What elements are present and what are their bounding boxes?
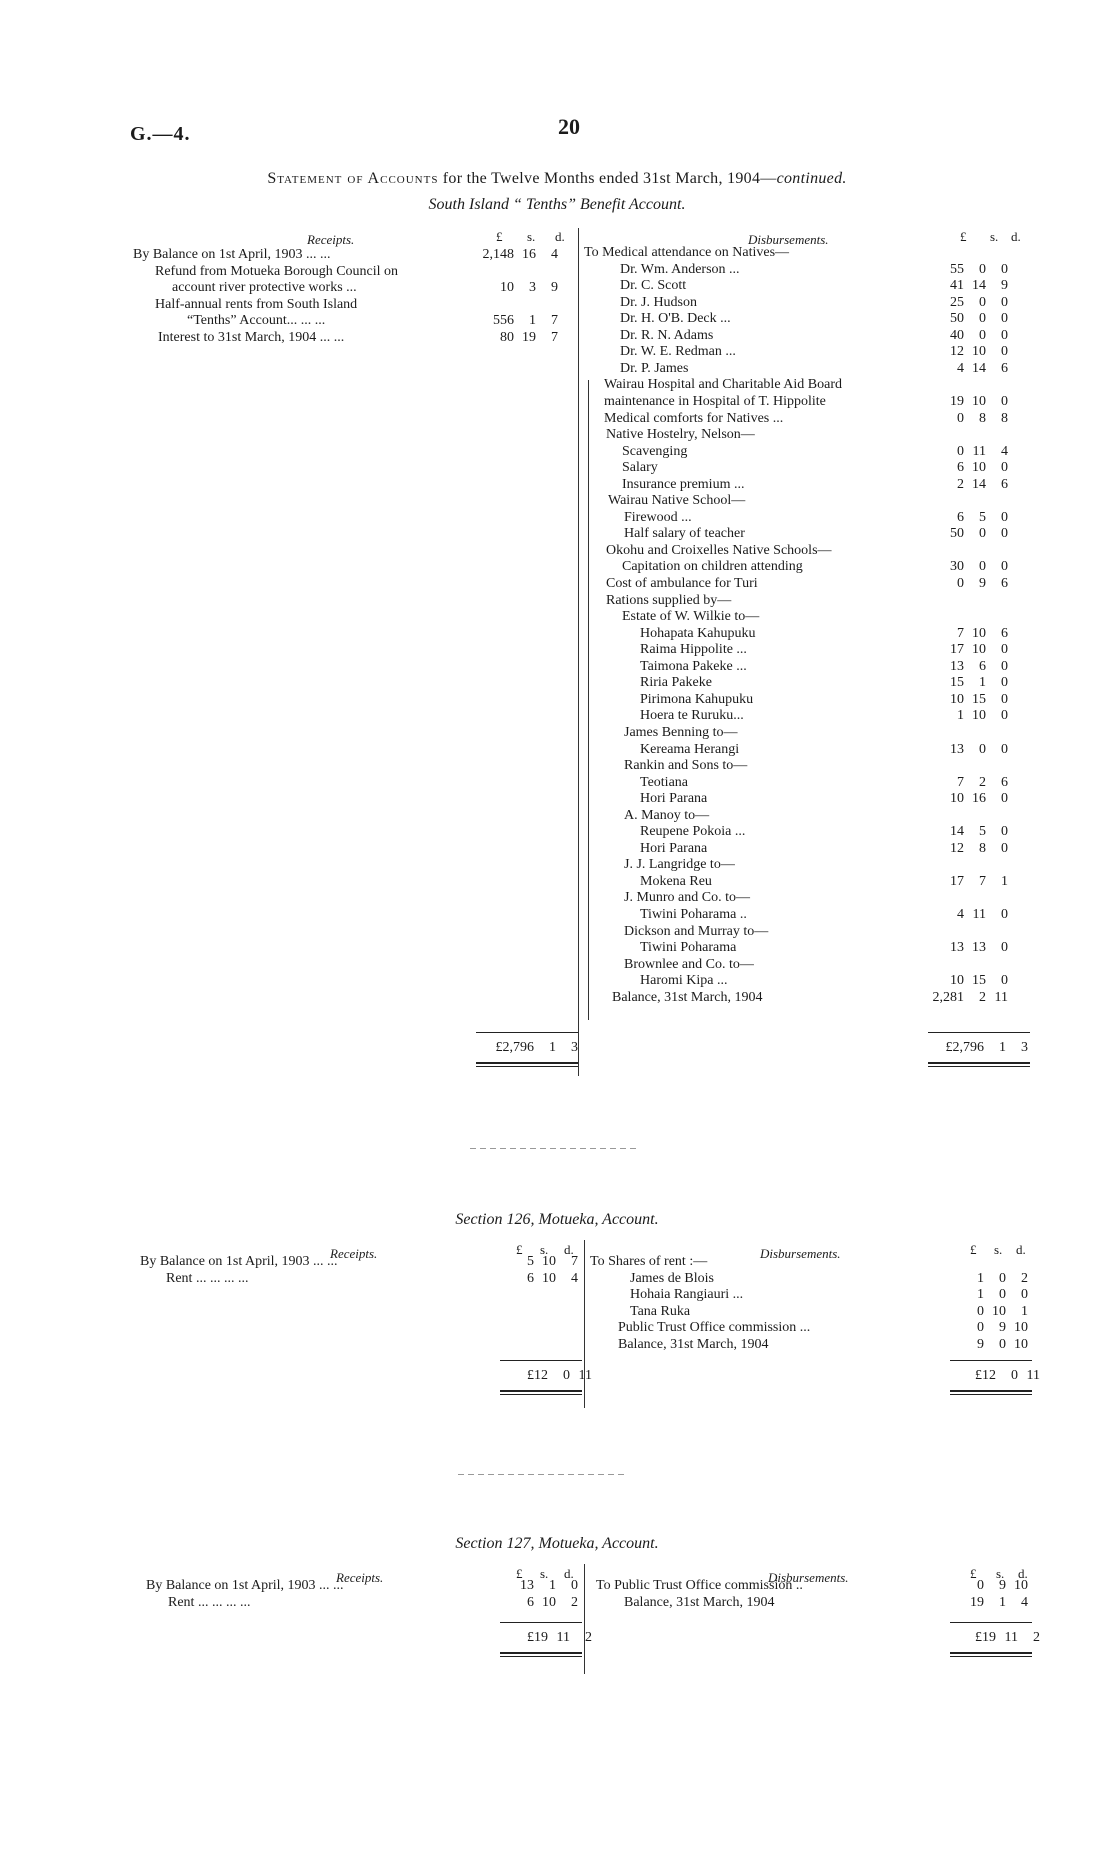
receipt-amount: 13 1 0 [520,1578,578,1593]
double-rule [928,1062,1030,1064]
disbursement-item: Firewood ... [624,509,692,525]
disbursement-item: Dr. P. James [620,360,689,376]
receipt-line: Half-annual rents from South Island [155,296,358,312]
disbursement-amount: 40 0 0 [950,327,1008,343]
disbursement-amount: 12 10 0 [950,344,1008,360]
disbursement-item: Cost of ambulance for Turi [606,576,758,591]
receipt-line: By Balance on 1st April, 1903 ... ... [140,1254,338,1269]
disbursement-item: Dr. Wm. Anderson ... [620,261,740,277]
section-separator [470,1148,640,1149]
shilling-header: s. [527,229,536,244]
disbursement-amount: 17 10 0 [950,642,1008,658]
receipt-line: By Balance on 1st April, 1903 ... ... [133,247,331,262]
disbursement-item: Scavenging [622,443,688,459]
disbursement-amount: 0 9 10 [977,1320,1028,1336]
disbursement-item: Balance, 31st March, 1904 [624,1595,775,1610]
disbursements-header: Disbursements. [768,1570,849,1585]
shilling-header: s. [996,1566,1005,1581]
disbursement-amount: 1 0 2 [977,1270,1028,1286]
section-126-title-text: Section 126, Motueka, Account. [455,1211,659,1228]
tenths-receipts-total: £2,796 1 3 [495,1040,578,1055]
double-rule [500,1394,582,1395]
disbursement-heading: To Shares of rent :— [590,1254,708,1269]
receipt-amount: 10 3 9 [500,280,558,295]
pence-header: d. [1018,1566,1028,1581]
receipt-amount: 556 1 7 [493,313,558,328]
pound-header: £ [516,1566,523,1581]
tenths-disbursements-total: £2,796 1 3 [945,1040,1028,1055]
disbursement-amount: 50 0 0 [950,311,1008,327]
pound-header: £ [960,229,967,244]
sum-rule [950,1360,1032,1361]
double-rule [476,1062,578,1064]
disbursement-amount: 4 11 0 [957,907,1008,922]
disbursement-amount: 7 10 6 [957,625,1008,641]
disbursement-amount: 6 10 0 [957,460,1008,476]
disbursement-item: Dr. W. E. Redman ... [620,344,736,360]
disbursement-amount: 10 15 0 [950,691,1008,707]
pence-header: d. [564,1566,574,1581]
disbursement-amount: 0 10 1 [977,1303,1028,1319]
title-rest: for the Twelve Months ended 31st March, 1904— [442,170,777,187]
disbursement-heading: J. J. Langridge to— [624,857,735,873]
page-number: 20 [558,114,580,139]
disbursement-item: Balance, 31st March, 1904 [618,1337,769,1352]
disbursement-item: Hohaia Rangiauri ... [630,1287,744,1303]
disbursement-item: Teotiana [640,774,688,790]
pence-header: d. [555,229,565,244]
disbursement-amount: 19 10 0 [950,393,1008,409]
receipt-amount: 2,148 16 4 [482,247,558,262]
disbursement-amount: 19 1 4 [970,1595,1028,1610]
disbursement-item: Raima Hippolite ... [640,642,747,658]
double-rule [950,1656,1032,1657]
sum-rule [928,1032,1030,1033]
double-rule [500,1652,582,1654]
section-126-disbursements-total: £12 0 11 [975,1368,1040,1383]
disbursement-amount: 15 1 0 [950,675,1008,691]
pound-header: £ [970,1566,977,1581]
receipt-amount: 5 10 7 [527,1254,578,1269]
section-separator [458,1474,628,1475]
disbursement-item: Capitation on children attending [622,559,803,575]
disbursement-item: Taimona Pakeke ... [640,658,747,674]
disbursement-amount: 30 0 0 [950,559,1008,575]
disbursement-heading: Estate of W. Wilkie to— [622,609,760,625]
disbursement-amount: 13 13 0 [950,940,1008,956]
disbursement-amount: 7 2 6 [957,774,1008,790]
disbursement-amount: 41 14 9 [950,278,1008,294]
disbursement-amount: 1 0 0 [977,1287,1028,1303]
disbursement-item: Kereama Herangi [640,741,740,757]
disbursement-heading: Rankin and Sons to— [624,758,748,774]
disbursement-heading: Okohu and Croixelles Native Schools— [606,542,832,558]
double-rule [500,1656,582,1657]
sum-rule [500,1622,582,1623]
disbursement-heading: Native Hostelry, Nelson— [606,427,755,443]
receipt-line: account river protective works ... [172,280,357,295]
statement-title [0,171,1114,188]
disbursement-item: To Public Trust Office commission .. [596,1578,803,1593]
disbursement-heading: Rations supplied by— [606,592,732,608]
receipt-line: Refund from Motueka Borough Council on [155,263,399,279]
disbursement-item: Salary [622,460,658,476]
tenths-account-title [0,197,1114,214]
disbursement-item: Dr. H. O'B. Deck ... [620,311,731,327]
section-126-receipts-total: £12 0 11 [527,1368,592,1383]
sum-rule [950,1622,1032,1623]
receipt-line: Interest to 31st March, 1904 ... ... [158,329,345,345]
pound-header: £ [496,229,503,244]
shilling-header: s. [994,1242,1003,1257]
double-rule [950,1394,1032,1395]
disbursement-amount: 2 14 6 [957,476,1008,492]
disbursement-heading: J. Munro and Co. to— [624,890,750,906]
disbursement-amount: 13 0 0 [950,741,1008,757]
section-127-disbursements-total: £19 11 2 [975,1630,1040,1645]
disbursement-amount: 9 0 10 [977,1337,1028,1352]
pence-header: d. [1016,1242,1026,1257]
disbursement-amount: 0 9 6 [957,576,1008,591]
disbursement-amount: 17 7 1 [950,873,1008,889]
disbursement-item: maintenance in Hospital of T. Hippolite [604,393,826,409]
column-divider [588,380,589,1020]
receipts-header: Receipts. [307,232,355,247]
shilling-header: s. [540,1242,549,1257]
disbursement-amount: 25 0 0 [950,294,1008,310]
disbursement-heading: Wairau Native School— [608,493,746,509]
column-divider [584,1564,585,1674]
section-126-title [0,1212,1114,1229]
disbursement-item: Balance, 31st March, 1904 [612,989,763,1005]
title-continued: continued. [776,170,847,187]
disbursement-item: Mokena Reu [640,873,712,889]
receipt-line: By Balance on 1st April, 1903 ... ... [146,1578,344,1593]
disbursement-amount: 1 10 0 [957,708,1008,724]
disbursement-item: Reupene Pokoia ... [640,824,746,840]
disbursement-item: Tiwini Poharama [640,940,737,956]
pence-header: d. [1011,229,1021,244]
double-rule [500,1390,582,1392]
disbursement-item: Riria Pakeke [640,675,712,691]
disbursement-amount: 0 9 10 [977,1578,1028,1593]
double-rule [928,1066,1030,1067]
disbursement-amount: 10 15 0 [950,973,1008,989]
receipt-amount: 6 10 2 [527,1595,578,1610]
disbursement-item: Insurance premium ... [622,476,745,492]
disbursement-item: Tana Ruka [630,1303,691,1319]
shilling-header: s. [540,1566,549,1581]
disbursement-item: Dr. J. Hudson [620,294,698,310]
receipt-line: Rent ... ... ... ... [166,1271,249,1286]
double-rule [476,1066,578,1067]
title-prefix: Statement of Accounts [267,170,439,187]
disbursement-amount: 50 0 0 [950,526,1008,542]
disbursement-heading: Wairau Hospital and Charitable Aid Board [604,377,842,393]
disbursement-item: Dr. C. Scott [620,278,687,294]
disbursement-amount: 2,281 2 11 [932,989,1008,1005]
disbursements-header: Disbursements. [748,232,829,247]
tenths-account-subtitle: South Island “ Tenths” Benefit Account. [428,196,686,213]
disbursements-header: Disbursements. [760,1246,841,1261]
disbursement-item: Pirimona Kahupuku [640,691,754,707]
disbursement-amount: 10 16 0 [950,791,1008,807]
disbursement-heading: To Medical attendance on Natives— [584,245,790,260]
column-divider [578,228,579,1076]
disbursement-amount: 0 11 4 [957,443,1008,459]
receipt-line: “Tenths” Account... ... ... [187,313,326,328]
receipts-header: Receipts. [330,1246,378,1261]
double-rule [950,1652,1032,1654]
disbursement-item: Haromi Kipa ... [640,973,728,989]
section-127-title [0,1536,1114,1553]
disbursement-heading: A. Manoy to— [624,807,710,823]
pound-header: £ [970,1242,977,1257]
disbursement-amount: 12 8 0 [950,840,1008,856]
disbursement-amount: 4 14 6 [957,360,1008,376]
disbursement-item: Hori Parana [640,791,708,807]
disbursement-item: Dr. R. N. Adams [620,327,714,343]
receipts-header: Receipts. [336,1570,384,1585]
disbursement-item: Tiwini Poharama .. [640,907,747,922]
pound-header: £ [516,1242,523,1257]
disbursement-heading: James Benning to— [624,724,738,740]
section-127-title-text: Section 127, Motueka, Account. [455,1535,659,1552]
disbursement-item: Half salary of teacher [624,526,745,542]
receipt-line: Rent ... ... ... ... [168,1595,251,1610]
disbursement-item: James de Blois [630,1270,714,1286]
disbursement-item: Public Trust Office commission ... [618,1320,811,1336]
double-rule [950,1390,1032,1392]
disbursement-item: Hohapata Kahupuku [640,625,756,641]
disbursement-item: Medical comforts for Natives ... [604,410,784,426]
page-id: G.—4. [130,123,191,145]
sum-rule [500,1360,582,1361]
disbursement-heading: Brownlee and Co. to— [624,956,754,972]
receipt-amount: 80 19 7 [500,329,558,345]
disbursement-amount: 14 5 0 [950,824,1008,840]
disbursement-item: Hoera te Ruruku... [640,708,744,724]
section-127-receipts-total: £19 11 2 [527,1630,592,1645]
disbursement-item: Hori Parana [640,840,708,856]
pence-header: d. [564,1242,574,1257]
shilling-header: s. [990,229,999,244]
disbursement-amount: 55 0 0 [950,261,1008,277]
receipt-amount: 6 10 4 [527,1271,578,1286]
disbursement-heading: Dickson and Murray to— [624,923,769,939]
disbursement-amount: 6 5 0 [957,509,1008,525]
sum-rule [476,1032,578,1033]
disbursement-amount: 0 8 8 [957,410,1008,426]
disbursement-amount: 13 6 0 [950,658,1008,674]
